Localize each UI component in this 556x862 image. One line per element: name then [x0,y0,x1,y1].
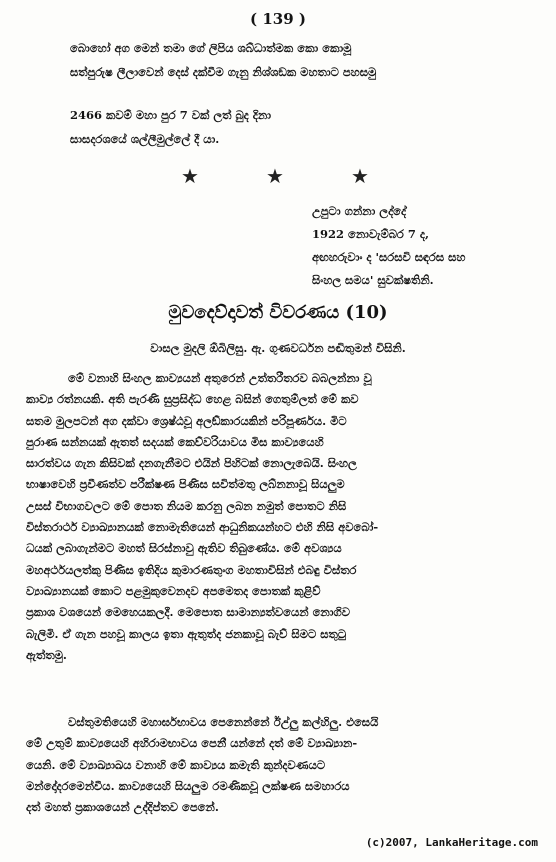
body-line: ඇත්තමු. [26,647,67,662]
article-author: වාසල මුදලි ඕබිලිසු. ඇ. ගුණවර්ධන පඬිතුමන් විසිනි. [150,341,406,355]
article-title: මුවදෙව්දාවත් විවරණය (10) [168,302,388,323]
body-line: භාෂාවෙහි ප්‍රවීණත්ව පරීක්ෂණ පිණිස සවිත්මතු ලබ්නනාවූ සියලුම [26,477,345,492]
body-line: වස්තුමතියෙහි මහාර්ඝභාවය පෙනෙන්නේ ඊඋ්ලු කල්හිලු. එසෙයි [68,715,379,729]
intro-line-3: 2466 කවම් මහා පුර 7 වක් ලත් බුද දිනා [70,108,272,122]
body-line: යෙනි. මේ ව්‍යාඛ්‍යාඛය වනාහි මේ කාව්‍යය කමැති කුන්දවණයට [26,757,326,772]
intro-line-1: බොහෝ අග මෙන් තමා ගේ ලිපිය ශබ්ධාත්මක කො කොමූ [70,41,352,55]
body-line: උසස් විභාගවලට මේ පොත නියම කරනු ලබන නමුත් පොතට නිසි [26,498,347,513]
intro-line-4: සාසදරශයේ ශල්ලීමුල්ලේ දී යා. [70,132,220,146]
source-attribution [312,200,542,292]
page-number: ( 139 ) [250,10,306,28]
body-line: පුරාණ සන්නයක් ඇතත් සදයක් කෙව්වරියාවය මිස කාව්‍යයෙහි [26,434,324,449]
body-line: මන්දෝදරමෙන්වීය. කාව්‍යයෙහි සියලුම රමණිකවූ ලක්ෂණ සමහාරය [26,778,350,793]
body-line: සාරත්වය ගැන කිසිවක් දනගැනීමට එයින් පිහිටක් නොලැබෙයි. සිංහල [26,456,357,471]
star-icon: ★ [351,164,369,188]
body-paragraph-2 [26,712,531,818]
body-line: විස්තරාර්ථ ව්‍යාඛ්‍යානයක් නොමැතියෙන් ආධුනිකයන්හට එහි නිසි අවබෝ- [26,520,379,535]
body-line: බැලිමි. ඒ ගැන පහවූ කාලය ඉතා ඇතුත්ද ජනකාවූ බැව් සිමට සතුටු [26,626,347,641]
body-line: මේ වනාහි සිංහල කාව්‍යයන් අතුරෙන් උත්තරීතරව බබලන්නා වූ [68,371,372,385]
attribution-line-3: අඟහරුවාං ද 'සරසවි සඳරස සහ [312,250,466,264]
body-line: මේ උතුම් කාව්‍යයෙහි අහිරාමභාවය පෙනී යන්නේ දත් මේ ව්‍යාඛ්‍යාන- [26,736,358,751]
attribution-line-1: උපුටා ගන්නා ලද්දේ [312,204,407,218]
star-icon: ★ [266,164,284,188]
body-line: කාව්‍ය රත්නයකි. අති පැරණි සුප්‍රසිද්ධ හෙළ බසින් ගෙතුම්ලත් මේ කව [26,392,359,407]
intro-line-2: සත්පුරුෂ ලීලාවෙන් දෙස් දක්වීම ගැනු නිශ්ශඞක මහතාට පහසමු [70,65,377,79]
body-line: මහඅර්ථයලත්කු පිණිස ඉතිදිය කුමාරණතුංග මහතාවිසින් එබඳු විස්තර [26,562,357,577]
copyright-notice: (c)2007, LankaHeritage.com [365,836,538,849]
attribution-line-2: 1922 නොවැම්බර 7 ද, [312,227,429,241]
body-line: ප්‍රකාශ වශයෙන් මෙහෙයකලදී. මෙපොත සාමාන්‍යත්වයෙන් නොගිව [26,605,351,620]
attribution-line-4: සිංහල සමය' සුවක්ෂතිනි. [312,273,434,287]
body-line: ව්‍යාඛ්‍යානයක් කොට පළමුකුවෙනදව අපමෙතද පොතක් කුළිව් [26,583,321,598]
body-line: දත් මහත් ප්‍රකාශයෙන් උද්දිප්තව පෙනේ. [26,800,219,815]
body-paragraph-1 [26,368,531,666]
body-line: සතම මුලපටන් අග දක්වා ශ්‍රෙෂ්ඨවූ අලඞ්කාරයකින් පරිපූර්ණය. මිට [26,413,347,428]
star-divider [180,164,370,188]
body-line: ධයක් ලබාගැන්මට මහත් සිරස්නාවු ඇතිව තිබුණේය. මේ අවශ්‍යය [26,541,342,556]
star-icon: ★ [181,164,199,188]
